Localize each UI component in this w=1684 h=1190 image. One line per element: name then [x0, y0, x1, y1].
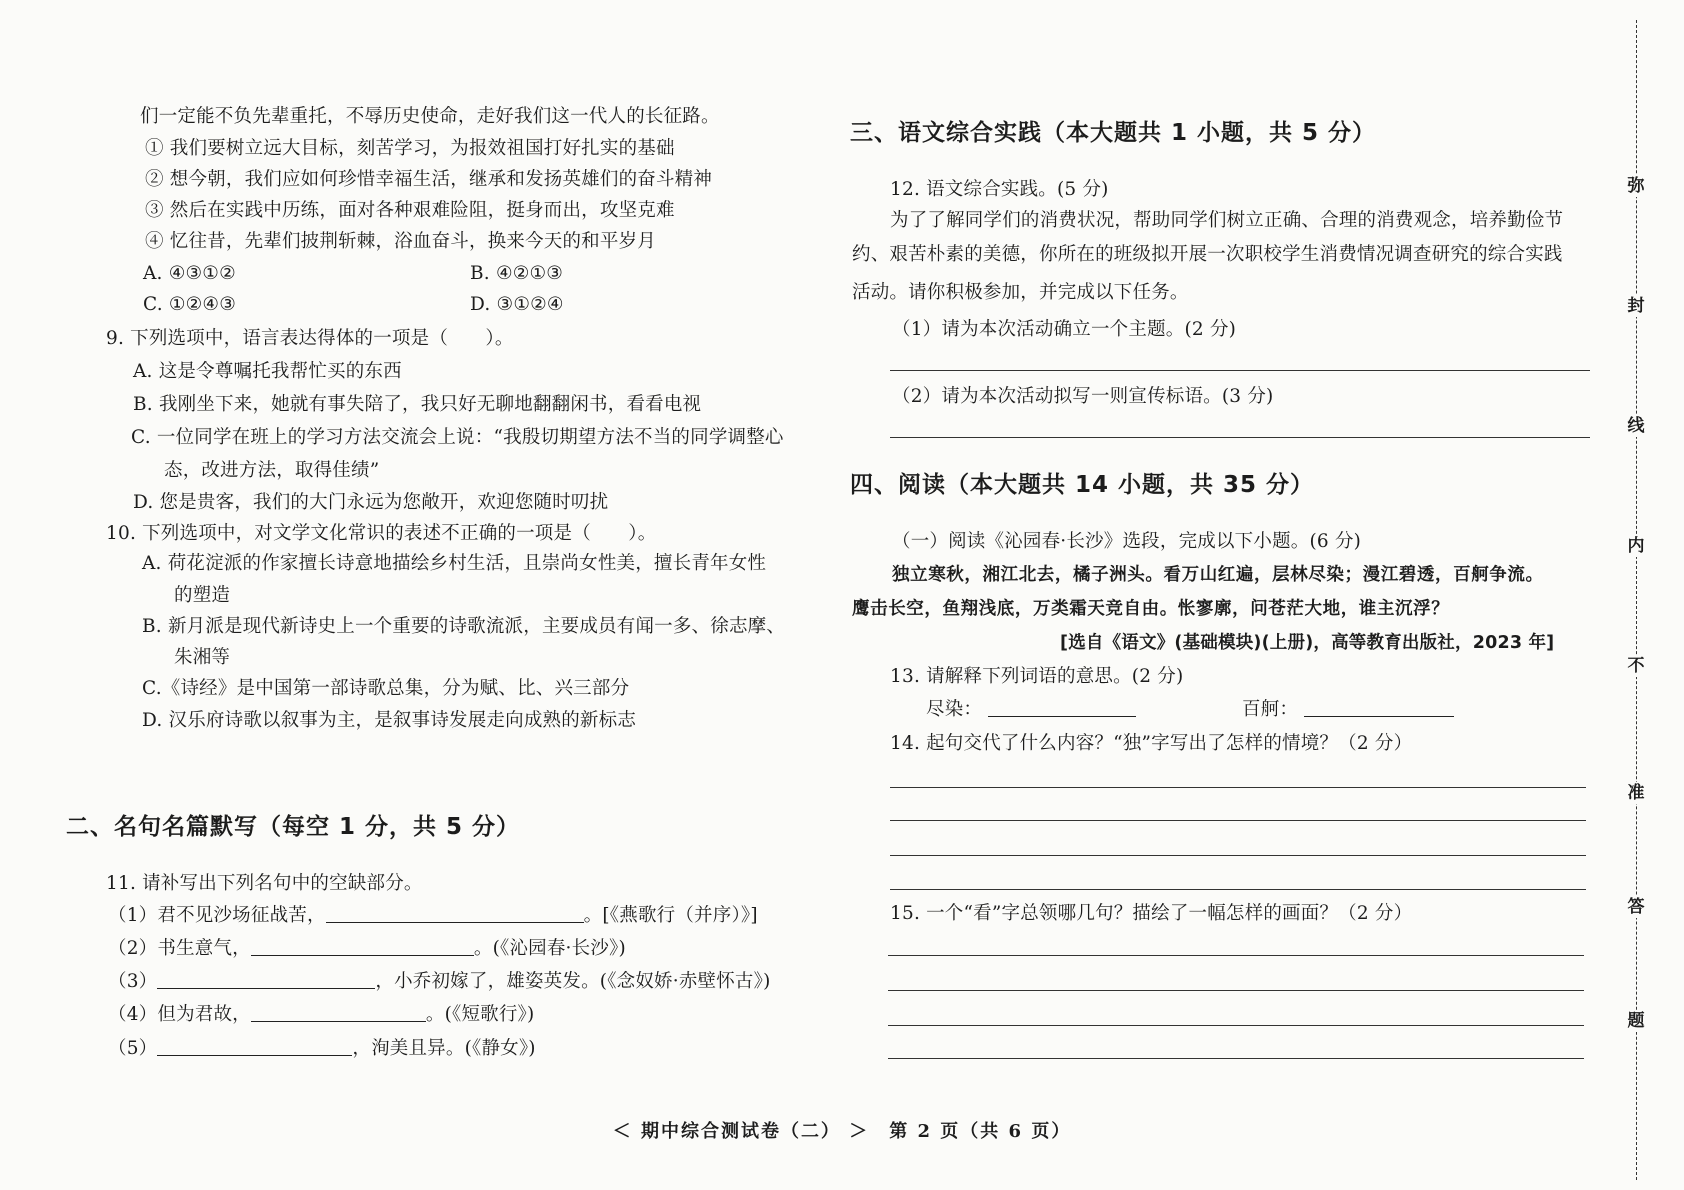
q12-paragraph-line-3: 活动。请你积极参加，并完成以下任务。 [852, 282, 1189, 303]
section-4-heading: 四、阅读（本大题共 14 小题，共 35 分） [850, 472, 1315, 498]
poem-source: [选自《语文》(基础模块)(上册)，高等教育出版社，2023 年] [1060, 633, 1555, 653]
q8-option-b: B. ④②①③ [470, 263, 564, 284]
q13-word-2 [1242, 698, 1454, 722]
q11-line-4 [108, 1003, 534, 1027]
q10-option-b: B. 新月派是现代新诗史上一个重要的诗歌流派，主要成员有闻一多、徐志摩、 [142, 616, 786, 637]
q11-5-pre: （5） [108, 1038, 158, 1059]
poem-line-1: 独立寒秋，湘江北去，橘子洲头。看万山红遍，层林尽染；漫江碧透，百舸争流。 [892, 565, 1544, 585]
q13-word-2-blank[interactable] [1304, 698, 1454, 717]
q9-option-b: B. 我刚坐下来，她就有事失陪了，我只好无聊地翻翻闲书，看看电视 [133, 394, 702, 415]
q11-5-source: ，洵美且异。(《静女》) [352, 1038, 536, 1059]
q8-item-2: ② 想今朝，我们应如何珍惜幸福生活，继承和发扬英雄们的奋斗精神 [145, 169, 713, 190]
q15-stem: 15. 一个“看”字总领哪几句？描绘了一幅怎样的画面？（2 分） [890, 903, 1413, 924]
q12-task-2-answer-line[interactable] [890, 437, 1590, 438]
q8-intro: 们一定能不负先辈重托，不辱历史使命，走好我们这一代人的长征路。 [140, 106, 720, 127]
seal-char-4: 内 [1616, 535, 1656, 557]
q12-stem: 12. 语文综合实践。(5 分) [890, 179, 1109, 200]
q11-2-source: 。(《沁园春·长沙》) [473, 938, 626, 959]
q12-paragraph-line-2: 约、艰苦朴素的美德，你所在的班级拟开展一次职校学生消费情况调查研究的综合实践 [852, 244, 1563, 265]
q11-2-blank[interactable] [251, 937, 474, 956]
q9-option-d: D. 您是贵客，我们的大门永远为您敞开，欢迎您随时叨扰 [133, 492, 609, 513]
q14-answer-line-4[interactable] [890, 889, 1586, 890]
q11-4-pre: （4）但为君故， [108, 1004, 251, 1025]
q10-option-a-cont: 的塑造 [174, 585, 231, 606]
q8-option-a: A. ④③①② [143, 263, 236, 284]
q9-stem: 9. 下列选项中，语言表达得体的一项是（ ）。 [106, 328, 514, 349]
q8-option-d: D. ③①②④ [470, 294, 564, 315]
q13-word-1-blank[interactable] [988, 698, 1136, 717]
q11-3-pre: （3） [108, 971, 158, 992]
q14-answer-line-1[interactable] [890, 787, 1586, 788]
poem-line-2: 鹰击长空，鱼翔浅底，万类霜天竞自由。怅寥廓，问苍茫大地，谁主沉浮？ [852, 599, 1450, 619]
q13-stem: 13. 请解释下列词语的意思。(2 分) [890, 666, 1184, 687]
q13-word-2-label: 百舸： [1242, 699, 1299, 720]
q13-word-1 [926, 698, 1136, 722]
q15-answer-line-2[interactable] [888, 990, 1584, 991]
q11-3-source: ，小乔初嫁了，雄姿英发。(《念奴娇·赤壁怀古》) [375, 971, 771, 992]
q12-task-1-answer-line[interactable] [890, 370, 1590, 371]
seal-char-8: 题 [1616, 1010, 1656, 1032]
section-3-heading: 三、语文综合实践（本大题共 1 小题，共 5 分） [850, 120, 1377, 146]
q11-4-blank[interactable] [251, 1003, 426, 1022]
q14-stem: 14. 起句交代了什么内容？“独”字写出了怎样的情境？（2 分） [890, 733, 1413, 754]
q12-task-2: （2）请为本次活动拟写一则宣传标语。(3 分) [892, 386, 1274, 407]
q11-1-blank[interactable] [326, 904, 584, 923]
q8-item-4: ④ 忆往昔，先辈们披荆斩棘，浴血奋斗，换来今天的和平岁月 [145, 231, 656, 252]
q9-option-a: A. 这是令尊嘱托我帮忙买的东西 [133, 361, 402, 382]
q15-answer-line-4[interactable] [888, 1058, 1584, 1059]
q15-answer-line-1[interactable] [888, 955, 1584, 956]
q11-1-source: 。[《燕歌行（并序）》] [583, 905, 758, 926]
q8-item-3: ③ 然后在实践中历练，面对各种艰难险阻，挺身而出，攻坚克难 [145, 200, 675, 221]
q9-option-c-cont: 态，改进方法，取得佳绩” [164, 460, 380, 481]
reading-1-intro: （一）阅读《沁园春·长沙》选段，完成以下小题。(6 分) [892, 531, 1362, 552]
q11-line-2 [108, 937, 626, 961]
seal-char-6: 准 [1616, 782, 1656, 804]
q11-line-5 [108, 1037, 536, 1061]
q14-answer-line-2[interactable] [890, 820, 1586, 821]
q8-item-1: ① 我们要树立远大目标，刻苦学习，为报效祖国打好扎实的基础 [145, 138, 675, 159]
q11-4-source: 。(《短歌行》) [425, 1004, 535, 1025]
seal-char-5: 不 [1616, 655, 1656, 677]
q12-paragraph-line-1: 为了了解同学们的消费状况，帮助同学们树立正确、合理的消费观念，培养勤俭节 [890, 210, 1564, 231]
seal-char-3: 线 [1616, 415, 1656, 437]
q10-stem: 10. 下列选项中，对文学文化常识的表述不正确的一项是（ ）。 [106, 523, 657, 544]
q9-option-c: C. 一位同学在班上的学习方法交流会上说：“我殷切期望方法不当的同学调整心 [131, 427, 784, 448]
seal-char-7: 答 [1616, 896, 1656, 918]
q14-answer-line-3[interactable] [890, 855, 1586, 856]
q11-line-1 [108, 904, 758, 928]
q12-task-1: （1）请为本次活动确立一个主题。(2 分) [892, 319, 1237, 340]
q13-word-1-label: 尽染： [926, 699, 983, 720]
q11-2-pre: （2）书生意气， [108, 938, 251, 959]
q11-1-pre: （1）君不见沙场征战苦， [108, 905, 326, 926]
section-2-heading: 二、名句名篇默写（每空 1 分，共 5 分） [66, 814, 521, 840]
page-footer: ＜ 期中综合测试卷（二） ＞ 第 2 页（共 6 页） [612, 1121, 1072, 1142]
q10-option-a: A. 荷花淀派的作家擅长诗意地描绘乡村生活，且崇尚女性美，擅长青年女性 [142, 553, 767, 574]
q11-5-blank[interactable] [157, 1037, 352, 1056]
q10-option-c: C.《诗经》是中国第一部诗歌总集，分为赋、比、兴三部分 [142, 678, 630, 699]
seal-char-1: 弥 [1616, 175, 1656, 197]
q10-option-b-cont: 朱湘等 [174, 647, 231, 668]
q11-stem: 11. 请补写出下列名句中的空缺部分。 [106, 873, 423, 894]
q10-option-d: D. 汉乐府诗歌以叙事为主，是叙事诗发展走向成熟的新标志 [142, 710, 637, 731]
q11-line-3 [108, 970, 771, 994]
q15-answer-line-3[interactable] [888, 1025, 1584, 1026]
seal-char-2: 封 [1616, 295, 1656, 317]
q11-3-blank[interactable] [157, 970, 375, 989]
q8-option-c: C. ①②④③ [143, 294, 236, 315]
